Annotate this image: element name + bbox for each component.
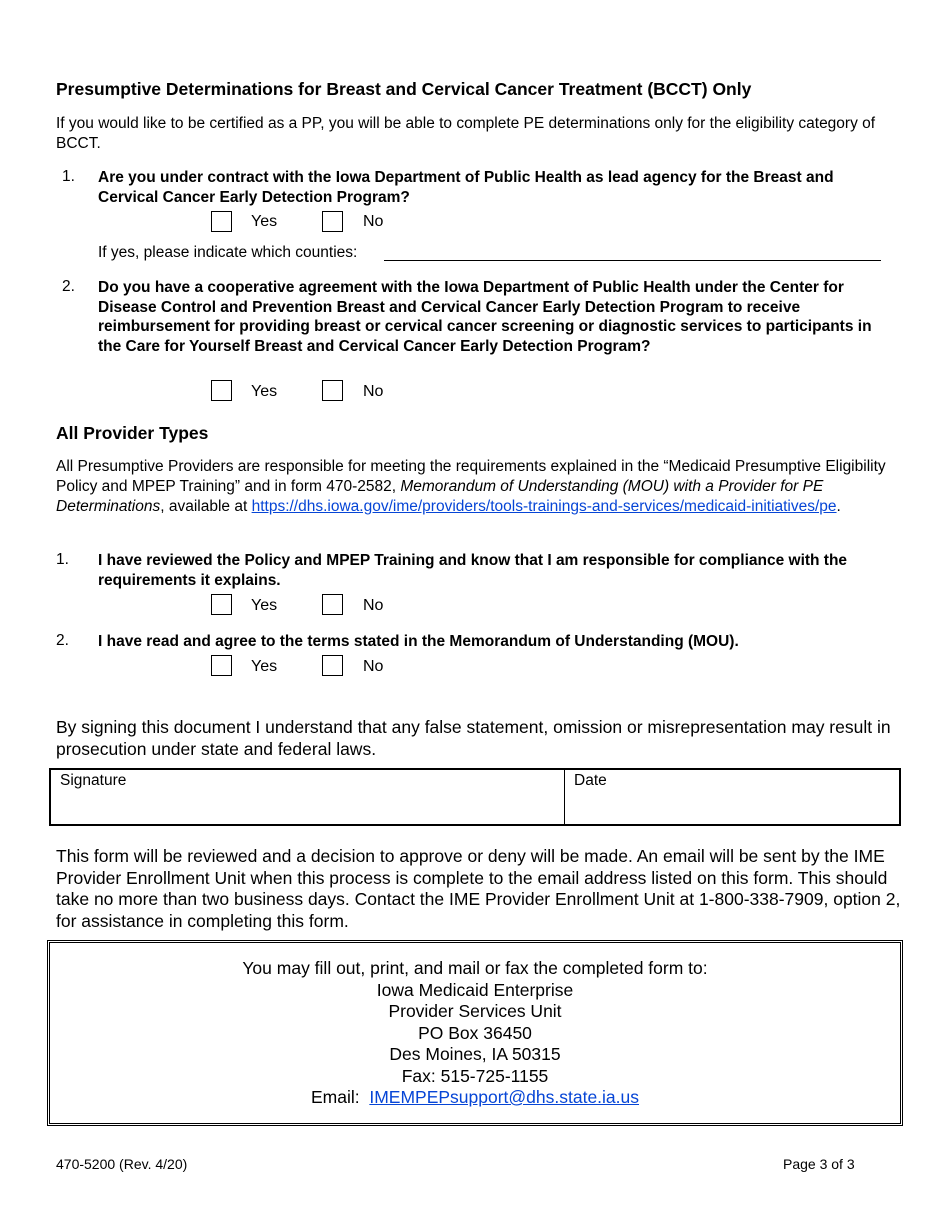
responsibility-text xyxy=(56,457,896,516)
provider-q2-no-checkbox[interactable] xyxy=(322,655,343,676)
bcct-q2-no-checkbox[interactable] xyxy=(322,380,343,401)
responsibility-text-part: . xyxy=(836,497,841,515)
signature-divider xyxy=(564,768,565,826)
mailing-unit: Provider Services Unit xyxy=(388,1001,562,1021)
provider-q1-no-checkbox[interactable] xyxy=(322,594,343,615)
bcct-question-1: Are you under contract with the Iowa Department of Public Health as lead agency for the Breast and Cervical Cancer Early Detection Program? xyxy=(98,169,834,206)
no-label: No xyxy=(363,383,384,400)
no-label: No xyxy=(363,658,384,675)
email-link[interactable]: IMEMPEPsupport@dhs.state.ia.us xyxy=(369,1087,640,1107)
question-number: 1. xyxy=(62,168,75,185)
intro-text: If you would like to be certified as a PP, you will be able to complete PE determinations only for the eligibility category of BCCT. xyxy=(56,115,876,152)
section-title: All Provider Types xyxy=(56,423,209,443)
provider-question-1: I have reviewed the Policy and MPEP Training and know that I am responsible for compliance with the requirements it explains. xyxy=(98,552,848,589)
mailing-email-line xyxy=(47,1087,903,1109)
mailing-city: Des Moines, IA 50315 xyxy=(389,1044,561,1064)
form-number: 470-5200 (Rev. 4/20) xyxy=(56,1156,188,1172)
yes-label: Yes xyxy=(251,658,278,675)
date-field[interactable] xyxy=(566,770,899,824)
bcct-q2-yes-checkbox[interactable] xyxy=(211,380,232,401)
counties-label: If yes, please indicate which counties: xyxy=(98,244,358,261)
responsibility-text-part: , available at xyxy=(160,497,252,515)
mou-title: Memorandum of Understanding (MOU) with a Provider for PE Determinations xyxy=(56,477,824,515)
question-number: 2. xyxy=(62,278,75,295)
mailing-fax: Fax: 515-725-1155 xyxy=(401,1065,549,1086)
signing-statement: By signing this document I understand that any false statement, omission or misrepresentation may result in prosecution under state and federal laws. xyxy=(56,717,891,759)
no-label: No xyxy=(363,597,384,614)
bcct-q1-yes-checkbox[interactable] xyxy=(211,211,232,232)
date-label: Date xyxy=(574,772,607,789)
bcct-question-2: Do you have a cooperative agreement with the Iowa Department of Public Health under the Center for Disease Control and Prevention Breast and Cervical Cancer Early Detection Program to receive reimbursement for providing breast or cervical cancer screening or diagnostic services to participants in the Care for Yourself Breast and Cervical Cancer Early Detection Program? xyxy=(98,279,872,355)
no-label: No xyxy=(363,213,384,230)
mailing-po: PO Box 36450 xyxy=(418,1022,532,1043)
yes-label: Yes xyxy=(251,213,278,230)
mailing-intro: You may fill out, print, and mail or fax the completed form to: xyxy=(242,958,708,978)
question-number: 2. xyxy=(56,632,69,649)
signature-label: Signature xyxy=(60,772,127,789)
provider-q1-yes-checkbox[interactable] xyxy=(211,594,232,615)
provider-question-2: I have read and agree to the terms stated in the Memorandum of Understanding (MOU). xyxy=(98,633,739,650)
mailing-org: Iowa Medicaid Enterprise xyxy=(376,979,574,1000)
review-text: This form will be reviewed and a decision to approve or deny will be made. An email will be sent by the IME Provider Enrollment Unit when this process is complete to the email address listed on this form. This should take no more than two business days. Contact the IME Provider Enrollment Unit at 1-800-338-7909, option 2, for assistance in completing this form. xyxy=(56,846,901,931)
mailing-address xyxy=(47,958,903,1109)
page-title: Presumptive Determinations for Breast and Cervical Cancer Treatment (BCCT) Only xyxy=(56,79,752,99)
bcct-q1-no-checkbox[interactable] xyxy=(322,211,343,232)
yes-label: Yes xyxy=(251,383,278,400)
responsibility-text-part: All Presumptive Providers are responsible for meeting the requirements explained in the “Medicaid Presumptive Eligibility Policy and MPEP Training” and in form 470-2582, xyxy=(56,458,886,495)
signature-field[interactable] xyxy=(51,770,563,824)
question-number: 1. xyxy=(56,551,69,568)
yes-label: Yes xyxy=(251,597,278,614)
provider-q2-yes-checkbox[interactable] xyxy=(211,655,232,676)
page-number: Page 3 of 3 xyxy=(783,1156,855,1172)
email-label: Email: xyxy=(310,1087,360,1107)
counties-field[interactable] xyxy=(384,260,881,261)
pe-link[interactable]: https://dhs.iowa.gov/ime/providers/tools-trainings-and-services/medicaid-initiatives/pe xyxy=(251,497,837,515)
